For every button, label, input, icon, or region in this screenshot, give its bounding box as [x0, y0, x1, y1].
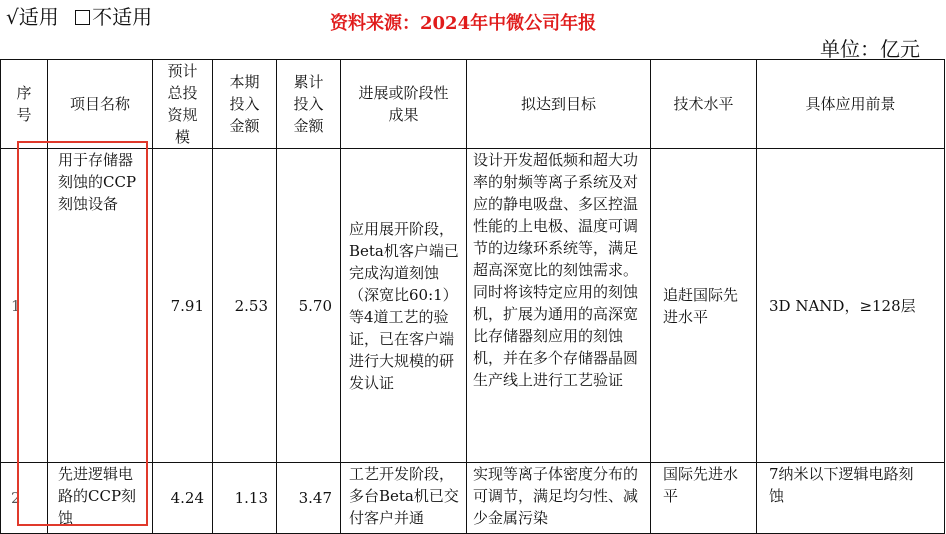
table-row [1, 149, 945, 463]
project-name: 用于存储器刻蚀的CCP刻蚀设备 [48, 149, 153, 463]
col-header-index: 序号 [1, 60, 48, 149]
application: 3D NAND，≥128层 [757, 149, 945, 463]
applicability-options [6, 4, 152, 30]
current-investment: 1.13 [213, 463, 277, 534]
not-applicable-label: 不适用 [92, 5, 153, 29]
total-investment: 4.24 [153, 463, 213, 534]
col-header-project-name: 项目名称 [48, 60, 153, 149]
tech-level: 国际先进水平 [651, 463, 757, 534]
cumulative-investment: 3.47 [277, 463, 341, 534]
progress: 工艺开发阶段，多台Beta机已交付客户并通 [341, 463, 467, 534]
row-index: 2 [1, 463, 48, 534]
col-header-progress: 进展或阶段性成果 [341, 60, 467, 149]
col-header-tech-level: 技术水平 [651, 60, 757, 149]
source-note: 资料来源：2024年中微公司年报 [330, 13, 597, 34]
col-header-total-investment: 预计总投资规模 [153, 60, 213, 149]
total-investment: 7.91 [153, 149, 213, 463]
application: 7纳米以下逻辑电路刻蚀 [757, 463, 945, 534]
row-index: 1 [1, 149, 48, 463]
unit-label: 单位：亿元 [820, 37, 920, 61]
check-mark-icon: √ [6, 5, 19, 29]
goal: 实现等离子体密度分布的可调节，满足均匀性、减少金属污染 [467, 463, 651, 534]
applicable-label: 适用 [18, 5, 59, 29]
goal: 设计开发超低频和超大功率的射频等离子系统及对应的静电吸盘、多区控温性能的上电极、温度可调节的边缘环系统等，满足超高深宽比的刻蚀需求。同时将该特定应用的刻蚀机，扩展为通用的高深宽比存储器刻应用的刻蚀机，并在多个存储器晶圆生产线上进行工艺验证 [467, 149, 651, 463]
project-name: 先进逻辑电路的CCP刻蚀 [48, 463, 153, 534]
table-row [1, 463, 945, 534]
table-header-row [1, 60, 945, 149]
col-header-application: 具体应用前景 [757, 60, 945, 149]
rd-projects-table [0, 59, 945, 534]
empty-checkbox-icon [75, 10, 90, 25]
current-investment: 2.53 [213, 149, 277, 463]
col-header-goal: 拟达到目标 [467, 60, 651, 149]
col-header-cumulative-investment: 累计投入金额 [277, 60, 341, 149]
col-header-current-investment: 本期投入金额 [213, 60, 277, 149]
progress: 应用展开阶段，Beta机客户端已完成沟道刻蚀（深宽比60:1）等4道工艺的验证，已在客户端进行大规模的研发认证 [341, 149, 467, 463]
tech-level: 追赶国际先进水平 [651, 149, 757, 463]
cumulative-investment: 5.70 [277, 149, 341, 463]
